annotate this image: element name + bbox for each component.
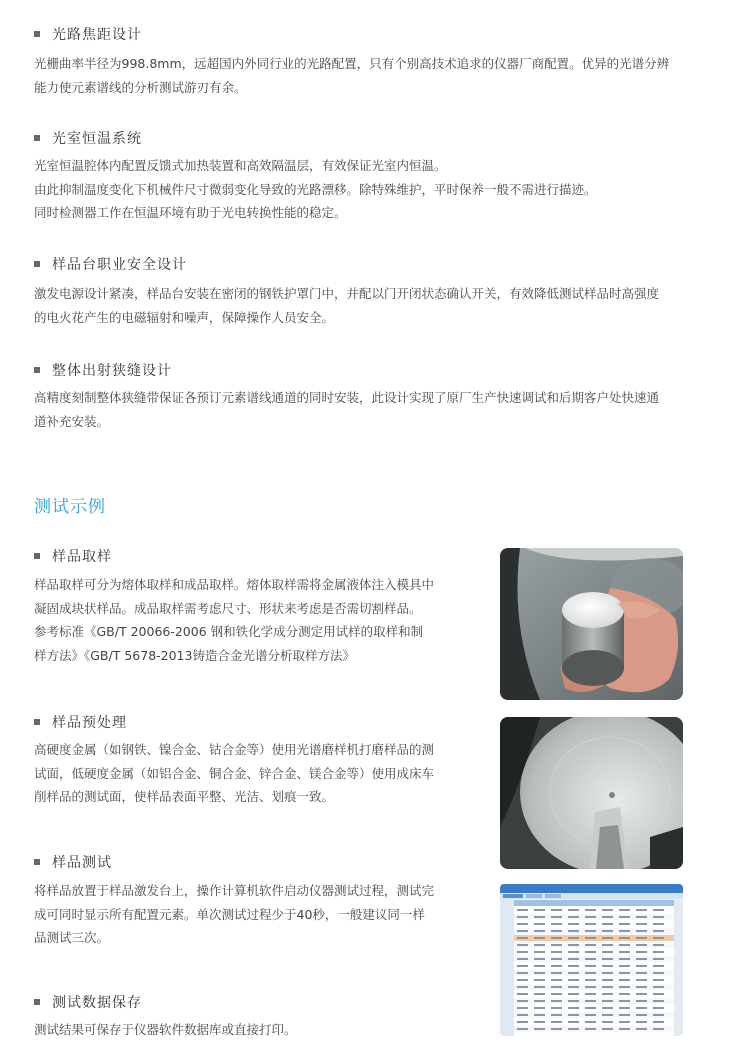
thumbnail-table-cell [636, 923, 647, 925]
thumbnail-table-cell [551, 1028, 562, 1030]
thumbnail-table-cell [568, 923, 579, 925]
bullet-square-icon [34, 553, 40, 559]
thumbnail-table-cell [619, 1021, 630, 1023]
text-line: 光栅曲率半径为998.8mm，远超国内外同行业的光路配置，只有个别高技术追求的仪器厂商配置。优异的光谱分辨 [34, 56, 670, 71]
thumbnail-table-cell [653, 1014, 664, 1016]
thumbnail-table-cell [602, 1014, 613, 1016]
thumbnail-table-cell [551, 923, 562, 925]
thumbnail-table-cell [619, 930, 630, 932]
thumbnail-table-cell [653, 909, 664, 911]
thumbnail-table-cell [585, 916, 596, 918]
thumbnail-table-cell [602, 993, 613, 995]
thumbnail-table-cell [568, 951, 579, 953]
thumbnail-table-cell [534, 909, 545, 911]
thumbnail-table-cell [653, 923, 664, 925]
thumbnail-table-cell [585, 1014, 596, 1016]
thumbnail-table-cell [534, 930, 545, 932]
thumbnail-table-cell [551, 951, 562, 953]
software-results-screenshot [500, 884, 683, 1036]
thumbnail-table-cell [653, 972, 664, 974]
thumbnail-table-cell [619, 923, 630, 925]
bullet-square-icon [34, 999, 40, 1005]
thumbnail-table-cell [585, 972, 596, 974]
bullet-square-icon [34, 31, 40, 37]
thumbnail-table-cell [619, 972, 630, 974]
thumbnail-table-cell [517, 993, 528, 995]
thumbnail-table-cell [602, 923, 613, 925]
thumbnail-table-cell [585, 1000, 596, 1002]
thumbnail-table-cell [636, 958, 647, 960]
thumbnail-table-cell [602, 972, 613, 974]
bullet-square-icon [34, 261, 40, 267]
bullet-square-icon [34, 719, 40, 725]
thumbnail-table-cell [602, 958, 613, 960]
example-heading-sampling [34, 546, 112, 566]
thumbnail-table-cell [517, 1007, 528, 1009]
text-line: 测试结果可保存于仪器软件数据库或直接打印。 [34, 1022, 297, 1037]
thumbnail-table-cell [534, 1007, 545, 1009]
thumbnail-table-cell [636, 972, 647, 974]
thumbnail-table-cell [653, 979, 664, 981]
thumbnail-table-cell [551, 965, 562, 967]
thumbnail-table-cell [585, 986, 596, 988]
thumbnail-table-cell [585, 993, 596, 995]
feature-heading-optical-path [34, 24, 142, 44]
thumbnail-table-cell [636, 1000, 647, 1002]
thumbnail-table-cell [653, 993, 664, 995]
thumbnail-table-cell [517, 930, 528, 932]
thumbnail-table-cell [602, 986, 613, 988]
feature-title: 光室恒温系统 [52, 131, 142, 147]
thumbnail-table-cell [568, 958, 579, 960]
text-line: 高精度刻制整体狭缝带保证各预订元素谱线通道的同时安装，此设计实现了原厂生产快速调试和后期客户处快速通 [34, 390, 660, 405]
thumbnail-table-cell [568, 1007, 579, 1009]
thumbnail-table-cell [534, 916, 545, 918]
thumbnail-table-cell [653, 1000, 664, 1002]
thumbnail-table-cell [551, 979, 562, 981]
example-title: 样品预处理 [52, 715, 127, 731]
thumbnail-table-cell [551, 993, 562, 995]
thumbnail-table-cell [517, 979, 528, 981]
thumbnail-table-cell [619, 958, 630, 960]
text-line: 光室恒温腔体内配置反馈式加热装置和高效隔温层，有效保证光室内恒温。 [34, 158, 447, 173]
text-line: 试面，低硬度金属（如铝合金、铜合金、锌合金、镁合金等）使用成床车 [34, 765, 435, 781]
feature-text-thermostat [34, 154, 597, 225]
thumbnail-table-cell [534, 965, 545, 967]
thumbnail-table-cell [619, 1028, 630, 1030]
thumbnail-table-cell [534, 986, 545, 988]
thumbnail-table-cell [517, 965, 528, 967]
thumbnail-table-cell [636, 916, 647, 918]
text-line: 样品取样可分为熔体取样和成品取样。熔体取样需将金属液体注入模具中 [34, 577, 435, 592]
thumbnail-table-cell [619, 986, 630, 988]
thumbnail-table-cell [602, 979, 613, 981]
thumbnail-table-cell [619, 1014, 630, 1016]
thumbnail-table-cell [534, 993, 545, 995]
text-line: 由此抑制温度变化下机械件尺寸微弱变化导致的光路漂移。除特殊维护，平时保养一般不需进行描迹。 [34, 181, 597, 197]
thumbnail-table-cell [551, 1014, 562, 1016]
thumbnail-table-cell [551, 1007, 562, 1009]
thumbnail-table-cell [602, 965, 613, 967]
thumbnail-table-cell [602, 916, 613, 918]
thumbnail-table-cell [585, 958, 596, 960]
text-line: 道补充安装。 [34, 413, 110, 429]
thumbnail-table-cell [551, 986, 562, 988]
thumbnail-table-cell [636, 1014, 647, 1016]
thumbnail-table-cell [568, 937, 579, 939]
thumbnail-table-cell [585, 965, 596, 967]
thumbnail-table-cell [636, 930, 647, 932]
thumbnail-table-cell [568, 986, 579, 988]
thumbnail-table-cell [534, 937, 545, 939]
text-line: 凝固成块状样品。成品取样需考虑尺寸、形状来考虑是否需切割样品。 [34, 600, 422, 616]
thumbnail-table-cell [568, 1000, 579, 1002]
thumbnail-table-cell [534, 951, 545, 953]
example-heading-testing [34, 852, 112, 872]
thumbnail-table-cell [653, 916, 664, 918]
example-heading-data-saving [34, 992, 142, 1012]
feature-title: 样品台职业安全设计 [52, 257, 187, 273]
thumbnail-table-cell [636, 1007, 647, 1009]
thumbnail-table-cell [517, 944, 528, 946]
thumbnail-table-cell [517, 972, 528, 974]
thumbnail-table-cell [517, 909, 528, 911]
text-line: 削样品的测试面，使样品表面平整、光洁、划痕一致。 [34, 789, 335, 804]
thumbnail-table-cell [636, 965, 647, 967]
thumbnail-table-cell [517, 916, 528, 918]
bullet-square-icon [34, 367, 40, 373]
thumbnail-table-cell [653, 944, 664, 946]
thumbnail-table-cell [585, 923, 596, 925]
thumbnail-table-cell [619, 909, 630, 911]
thumbnail-table-cell [602, 909, 613, 911]
thumbnail-table-cell [551, 944, 562, 946]
thumbnail-table-cell [534, 979, 545, 981]
thumbnail-table-cell [517, 1028, 528, 1030]
thumbnail-table-cell [568, 1021, 579, 1023]
thumbnail-table-cell [653, 1028, 664, 1030]
thumbnail-table-cell [602, 1028, 613, 1030]
thumbnail-table-cell [602, 944, 613, 946]
thumbnail-table-cell [534, 1021, 545, 1023]
thumbnail-table-cell [568, 1028, 579, 1030]
feature-text-safety [34, 282, 659, 329]
thumbnail-table-cell [653, 951, 664, 953]
thumbnail-table-cell [551, 958, 562, 960]
thumbnail-table-cell [517, 986, 528, 988]
thumbnail-table-cell [568, 972, 579, 974]
thumbnail-table-cell [585, 1007, 596, 1009]
thumbnail-table-cell [551, 937, 562, 939]
thumbnail-table-cell [602, 930, 613, 932]
thumbnail-table-cell [636, 944, 647, 946]
text-line: 品测试三次。 [34, 930, 110, 945]
thumbnail-table-cell [568, 993, 579, 995]
thumbnail-table-cell [653, 986, 664, 988]
thumbnail-table-cell [653, 1007, 664, 1009]
sample-in-hand-photo [500, 548, 683, 700]
feature-heading-slit [34, 360, 172, 380]
thumbnail-table-cell [636, 986, 647, 988]
thumbnail-table-cell [551, 1021, 562, 1023]
thumbnail-table-cell [653, 1021, 664, 1023]
thumbnail-table-cell [551, 916, 562, 918]
text-line: 成可同时显示所有配置元素。单次测试过程少于40秒，一般建议同一样 [34, 906, 425, 922]
thumbnail-table-cell [619, 965, 630, 967]
thumbnail-table-cell [585, 979, 596, 981]
thumbnail-table-cell [653, 937, 664, 939]
thumbnail-table-cell [568, 909, 579, 911]
thumbnail-table-cell [636, 909, 647, 911]
thumbnail-table-cell [534, 1028, 545, 1030]
thumbnail-table-cell [568, 965, 579, 967]
feature-text-slit [34, 386, 659, 433]
text-line: 样方法》《GB/T 5678-2013铸造合金光谱分析取样方法》 [34, 647, 355, 663]
thumbnail-table-cell [619, 916, 630, 918]
example-title: 测试数据保存 [52, 995, 142, 1011]
thumbnail-table-cell [517, 1000, 528, 1002]
text-line: 的电火花产生的电磁辐射和噪声，保障操作人员安全。 [34, 309, 335, 325]
thumbnail-table-cell [619, 1007, 630, 1009]
thumbnail-table-cell [517, 951, 528, 953]
thumbnail-table-cell [585, 1028, 596, 1030]
feature-heading-thermostat [34, 128, 142, 148]
thumbnail-table-cell [517, 1014, 528, 1016]
thumbnail-table-cell [551, 972, 562, 974]
thumbnail-table-cell [585, 930, 596, 932]
thumbnail-table-cell [585, 937, 596, 939]
text-line: 将样品放置于样品激发台上，操作计算机软件启动仪器测试过程，测试完 [34, 883, 435, 898]
thumbnail-table-cell [568, 930, 579, 932]
thumbnail-table-cell [517, 923, 528, 925]
thumbnail-table-cell [568, 1014, 579, 1016]
feature-title: 光路焦距设计 [52, 27, 142, 43]
thumbnail-table-cell [517, 937, 528, 939]
thumbnail-table-cell [551, 1000, 562, 1002]
thumbnail-table-cell [619, 1000, 630, 1002]
thumbnail-table-cell [534, 1014, 545, 1016]
thumbnail-table-cell [619, 944, 630, 946]
feature-title: 整体出射狭缝设计 [52, 363, 172, 379]
thumbnail-table-cell [619, 937, 630, 939]
thumbnail-table-cell [517, 958, 528, 960]
thumbnail-table-cell [636, 1028, 647, 1030]
thumbnail-table-cell [653, 930, 664, 932]
thumbnail-table-cell [551, 909, 562, 911]
thumbnail-table-cell [653, 965, 664, 967]
example-text-sampling [34, 573, 434, 667]
thumbnail-table-cell [602, 1007, 613, 1009]
thumbnail-table-cell [619, 979, 630, 981]
thumbnail-table-cell [585, 1021, 596, 1023]
thumbnail-table-cell [636, 993, 647, 995]
thumbnail-table-cell [636, 937, 647, 939]
thumbnail-table-cell [517, 1021, 528, 1023]
thumbnail-table-cell [602, 951, 613, 953]
text-line: 高硬度金属（如钢铁、镍合金、钴合金等）使用光谱磨样机打磨样品的测 [34, 742, 435, 757]
thumbnail-table-cell [602, 1021, 613, 1023]
thumbnail-table-cell [568, 916, 579, 918]
thumbnail-table-cell [568, 944, 579, 946]
bullet-square-icon [34, 135, 40, 141]
bullet-square-icon [34, 859, 40, 865]
thumbnail-table-cell [534, 972, 545, 974]
thumbnail-table-cell [619, 951, 630, 953]
text-line: 同时检测器工作在恒温环境有助于光电转换性能的稳定。 [34, 205, 347, 220]
text-line: 能力使元素谱线的分析测试游刃有余。 [34, 79, 247, 95]
feature-text-optical-path [34, 52, 669, 99]
thumbnail-table-cell [619, 993, 630, 995]
thumbnail-table-cell [534, 958, 545, 960]
thumbnail-table-cell [568, 979, 579, 981]
thumbnail-table-cell [585, 951, 596, 953]
text-line: 激发电源设计紧凑，样品台安装在密闭的钢铁护罩门中，并配以门开闭状态确认开关，有效降低测试样品时高强度 [34, 286, 660, 301]
thumbnail-table-cell [585, 944, 596, 946]
thumbnail-table-cell [636, 1021, 647, 1023]
thumbnail-table-cell [636, 979, 647, 981]
example-heading-preprocess [34, 712, 127, 732]
example-text-testing [34, 879, 434, 950]
example-text-preprocess [34, 738, 434, 809]
thumbnail-table-cell [551, 930, 562, 932]
thumbnail-table-cell [534, 923, 545, 925]
thumbnail-table-cell [653, 958, 664, 960]
example-title: 样品取样 [52, 549, 112, 565]
example-text-data-saving [34, 1018, 297, 1042]
thumbnail-table-cell [585, 909, 596, 911]
example-title: 样品测试 [52, 855, 112, 871]
thumbnail-table-cell [534, 944, 545, 946]
thumbnail-table-cell [602, 1000, 613, 1002]
feature-heading-safety [34, 254, 187, 274]
lathe-machining-photo [500, 717, 683, 869]
thumbnail-table-cell [602, 937, 613, 939]
text-line: 参考标准《GB/T 20066-2006 钢和铁化学成分测定用试样的取样和制 [34, 624, 424, 639]
section-title: 测试示例 [34, 497, 106, 517]
thumbnail-table-cell [534, 1000, 545, 1002]
thumbnail-table-cell [636, 951, 647, 953]
